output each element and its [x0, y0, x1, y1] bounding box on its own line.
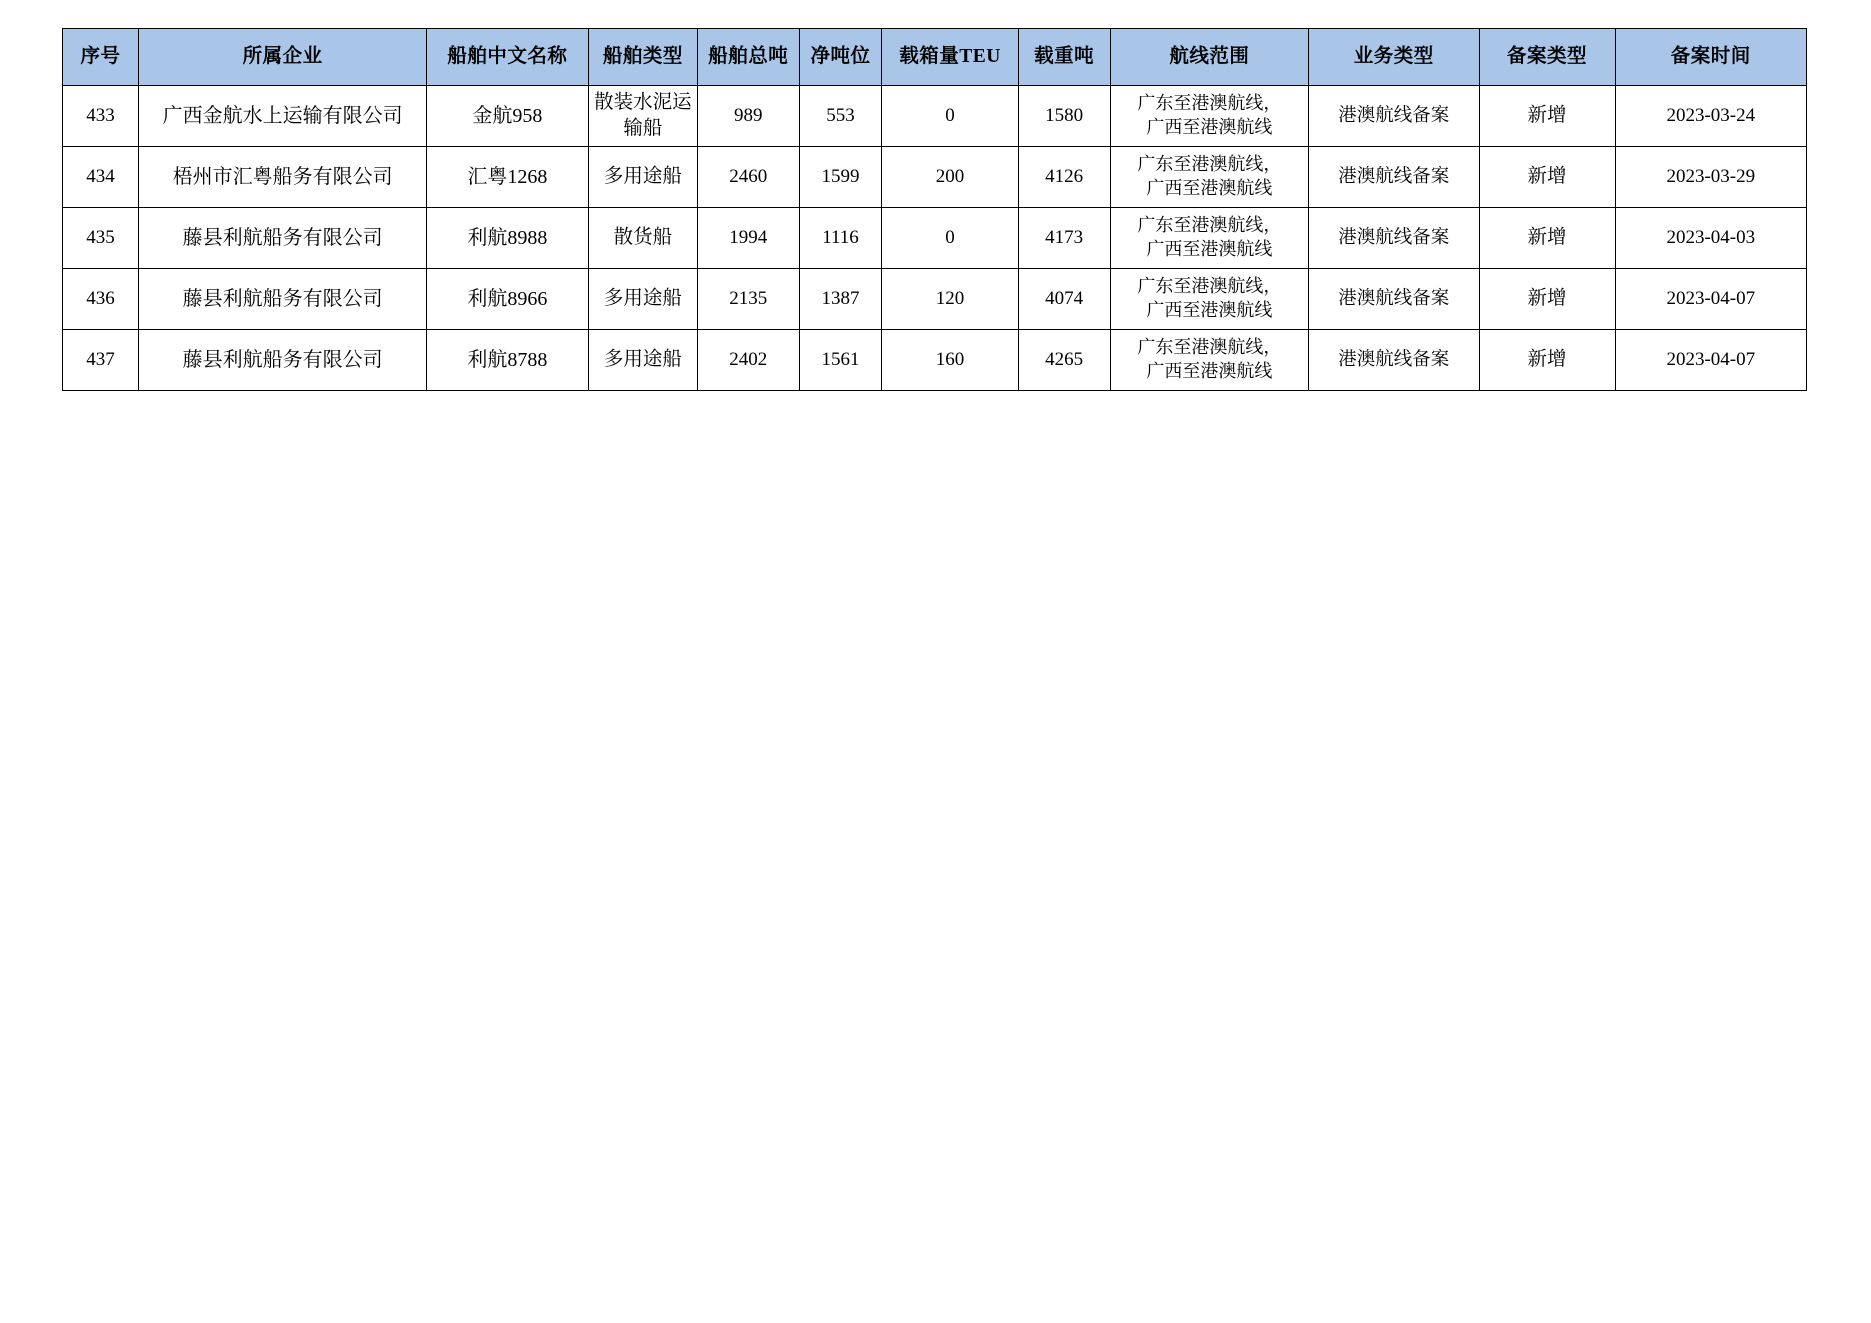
cell-gross-tonnage: 2402	[698, 330, 799, 391]
table-body	[63, 86, 1807, 391]
cell-ship-type: 散装水泥运输船	[588, 86, 698, 147]
cell-teu: 160	[882, 330, 1018, 391]
cell-ship-name: 利航8988	[427, 208, 588, 269]
cell-teu: 0	[882, 86, 1018, 147]
cell-record-time: 2023-03-24	[1615, 86, 1806, 147]
table-row	[63, 147, 1807, 208]
cell-net-tonnage: 1116	[799, 208, 882, 269]
cell-record-time: 2023-03-29	[1615, 147, 1806, 208]
cell-net-tonnage: 1599	[799, 147, 882, 208]
cell-gross-tonnage: 2135	[698, 269, 799, 330]
column-header-route-scope: 航线范围	[1110, 29, 1308, 86]
cell-record-time: 2023-04-07	[1615, 330, 1806, 391]
cell-company: 广西金航水上运输有限公司	[139, 86, 427, 147]
cell-ship-type: 多用途船	[588, 330, 698, 391]
column-header-net-tonnage: 净吨位	[799, 29, 882, 86]
cell-record-type: 新增	[1479, 269, 1615, 330]
cell-deadweight: 4074	[1018, 269, 1110, 330]
route-line-1: 广东至港澳航线，	[1137, 337, 1282, 358]
cell-record-time: 2023-04-07	[1615, 269, 1806, 330]
cell-index: 437	[63, 330, 139, 391]
cell-route-scope	[1110, 208, 1308, 269]
cell-index: 436	[63, 269, 139, 330]
cell-company: 藤县利航船务有限公司	[139, 330, 427, 391]
cell-index: 433	[63, 86, 139, 147]
cell-net-tonnage: 553	[799, 86, 882, 147]
cell-business-type: 港澳航线备案	[1308, 147, 1479, 208]
column-header-ship-type: 船舶类型	[588, 29, 698, 86]
route-line-1: 广东至港澳航线，	[1137, 276, 1282, 297]
table-header	[63, 29, 1807, 86]
cell-gross-tonnage: 1994	[698, 208, 799, 269]
column-header-ship-name: 船舶中文名称	[427, 29, 588, 86]
cell-deadweight: 1580	[1018, 86, 1110, 147]
column-header-record-type: 备案类型	[1479, 29, 1615, 86]
route-line-2: 广西至港澳航线	[1146, 178, 1273, 198]
cell-gross-tonnage: 2460	[698, 147, 799, 208]
table-header-row	[63, 29, 1807, 86]
route-line-2: 广西至港澳航线	[1146, 117, 1273, 137]
column-header-index: 序号	[63, 29, 139, 86]
cell-deadweight: 4126	[1018, 147, 1110, 208]
cell-record-type: 新增	[1479, 147, 1615, 208]
cell-business-type: 港澳航线备案	[1308, 330, 1479, 391]
column-header-gross-tonnage: 船舶总吨	[698, 29, 799, 86]
cell-company: 藤县利航船务有限公司	[139, 208, 427, 269]
cell-business-type: 港澳航线备案	[1308, 86, 1479, 147]
vessel-record-table-container	[62, 28, 1807, 391]
route-line-2: 广西至港澳航线	[1146, 239, 1273, 259]
cell-route-scope	[1110, 269, 1308, 330]
cell-record-type: 新增	[1479, 208, 1615, 269]
table-row	[63, 269, 1807, 330]
cell-teu: 0	[882, 208, 1018, 269]
cell-ship-name: 汇粤1268	[427, 147, 588, 208]
cell-net-tonnage: 1561	[799, 330, 882, 391]
cell-route-scope	[1110, 86, 1308, 147]
cell-route-scope	[1110, 147, 1308, 208]
cell-ship-type: 多用途船	[588, 269, 698, 330]
table-row	[63, 86, 1807, 147]
column-header-teu: 载箱量TEU	[882, 29, 1018, 86]
route-line-1: 广东至港澳航线，	[1137, 215, 1282, 236]
vessel-record-table	[62, 28, 1807, 391]
cell-ship-name: 利航8788	[427, 330, 588, 391]
cell-net-tonnage: 1387	[799, 269, 882, 330]
cell-deadweight: 4265	[1018, 330, 1110, 391]
cell-record-time: 2023-04-03	[1615, 208, 1806, 269]
cell-ship-name: 利航8966	[427, 269, 588, 330]
cell-business-type: 港澳航线备案	[1308, 269, 1479, 330]
column-header-business-type: 业务类型	[1308, 29, 1479, 86]
table-row	[63, 208, 1807, 269]
cell-record-type: 新增	[1479, 86, 1615, 147]
cell-company: 梧州市汇粤船务有限公司	[139, 147, 427, 208]
cell-company: 藤县利航船务有限公司	[139, 269, 427, 330]
cell-ship-type: 散货船	[588, 208, 698, 269]
route-line-1: 广东至港澳航线，	[1137, 154, 1282, 175]
cell-ship-name: 金航958	[427, 86, 588, 147]
cell-route-scope	[1110, 330, 1308, 391]
table-row	[63, 330, 1807, 391]
column-header-deadweight: 载重吨	[1018, 29, 1110, 86]
column-header-record-time: 备案时间	[1615, 29, 1806, 86]
cell-record-type: 新增	[1479, 330, 1615, 391]
cell-teu: 200	[882, 147, 1018, 208]
column-header-company: 所属企业	[139, 29, 427, 86]
cell-gross-tonnage: 989	[698, 86, 799, 147]
route-line-2: 广西至港澳航线	[1146, 361, 1273, 381]
cell-index: 434	[63, 147, 139, 208]
cell-teu: 120	[882, 269, 1018, 330]
route-line-2: 广西至港澳航线	[1146, 300, 1273, 320]
cell-business-type: 港澳航线备案	[1308, 208, 1479, 269]
route-line-1: 广东至港澳航线，	[1137, 93, 1282, 114]
cell-ship-type: 多用途船	[588, 147, 698, 208]
cell-index: 435	[63, 208, 139, 269]
cell-deadweight: 4173	[1018, 208, 1110, 269]
